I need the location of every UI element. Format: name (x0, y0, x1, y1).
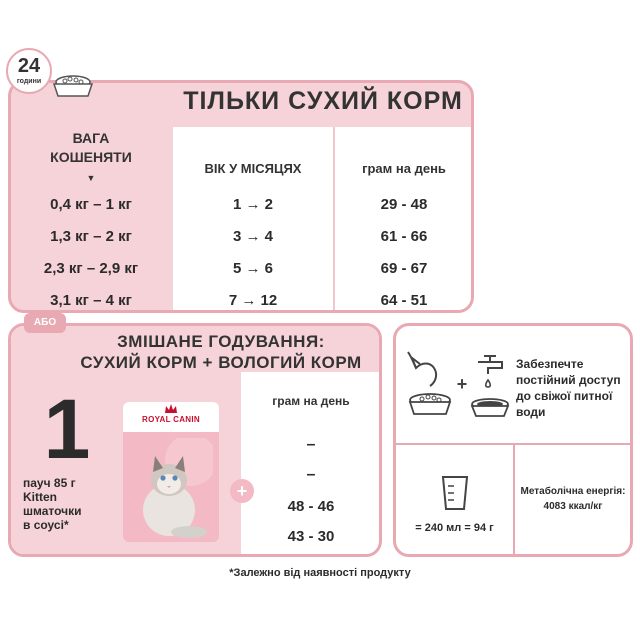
weight-header-line2: КОШЕНЯТИ (50, 149, 132, 165)
water-text-line4: води (516, 405, 546, 419)
grams-row-3: 69 - 67 (380, 260, 428, 277)
cup-conversion: = 240 мл = 94 г (415, 522, 494, 534)
mixed-title-line2: СУХИЙ КОРМ + ВОЛОГИЙ КОРМ (80, 353, 362, 372)
mixed-feeding-title (71, 331, 371, 373)
water-energy-panel (393, 323, 633, 557)
pouch-description (23, 476, 123, 532)
weight-header-line1: ВАГА (72, 130, 110, 146)
footnote: *Залежно від наявності продукту (229, 567, 411, 579)
crown-icon (163, 403, 179, 415)
brand-name: ROYAL CANIN (142, 415, 200, 424)
metabolic-energy (516, 484, 630, 514)
mixed-value-2: – (306, 466, 316, 483)
weight-row-2: 1,3 кг – 2 кг (50, 228, 132, 245)
food-bowl-icon (48, 72, 98, 100)
weight-row-3: 2,3 кг – 2,9 кг (43, 260, 139, 277)
dry-food-panel (8, 80, 474, 313)
measuring-cup-icon (440, 474, 470, 512)
mixed-grams-header: грам на день (272, 394, 350, 408)
water-divider-vertical (513, 445, 515, 557)
mixed-title-line1: ЗМІШАНЕ ГОДУВАННЯ: (117, 332, 325, 351)
water-plus-icon: + (456, 374, 468, 394)
weight-row-1: 0,4 кг – 1 кг (50, 196, 132, 213)
age-row-1: 1 → 2 (232, 196, 274, 213)
grams-row-1: 29 - 48 (380, 196, 428, 213)
pouch-image (123, 402, 219, 542)
water-tap-bowl-icon (468, 352, 512, 418)
pouch-desc-line2: Kitten (23, 490, 57, 504)
pouch-desc-line4: в соусі* (23, 518, 69, 532)
water-text-line1: Забезпечте (516, 357, 584, 371)
weight-row-4: 3,1 кг – 4 кг (50, 292, 132, 309)
water-text-line2: постійний доступ (516, 373, 621, 387)
plus-icon: + (230, 479, 254, 503)
badge-number: 24 (17, 55, 41, 77)
mixed-value-1: – (306, 436, 316, 453)
water-text-line3: до свіжої питної (516, 389, 613, 403)
water-access-text (516, 356, 632, 420)
dry-table-divider (333, 127, 335, 313)
badge-label: години (16, 78, 42, 85)
mixed-value-4: 43 - 30 (287, 528, 335, 545)
age-row-3: 5 → 6 (232, 260, 274, 277)
grams-header: грам на день (362, 161, 446, 176)
age-row-4: 7 → 12 (228, 292, 278, 309)
energy-value: 4083 ккал/кг (543, 501, 603, 512)
clock-24h-badge (6, 48, 52, 94)
weight-header (11, 129, 171, 188)
energy-label: Метаболічна енергія: (520, 486, 626, 497)
mixed-value-3: 48 - 46 (287, 498, 335, 515)
age-header: ВІК У МІСЯЦЯХ (204, 161, 302, 176)
pouch-desc-line1: пауч 85 г (23, 476, 76, 490)
mixed-feeding-panel (8, 323, 382, 557)
grams-row-4: 64 - 51 (380, 292, 428, 309)
grams-row-2: 61 - 66 (380, 228, 428, 245)
pouch-desc-line3: шматочки (23, 504, 82, 518)
age-row-2: 3 → 4 (232, 228, 274, 245)
dry-food-title: ТІЛЬКИ СУХИЙ КОРМ (183, 87, 463, 115)
kitten-photo-icon (129, 438, 213, 538)
cat-eating-icon (402, 348, 458, 418)
dry-table-background (173, 127, 474, 313)
weight-arrow-icon: ▼ (86, 173, 96, 183)
pouch-count: 1 (43, 382, 91, 476)
or-badge: АБО (24, 313, 66, 333)
